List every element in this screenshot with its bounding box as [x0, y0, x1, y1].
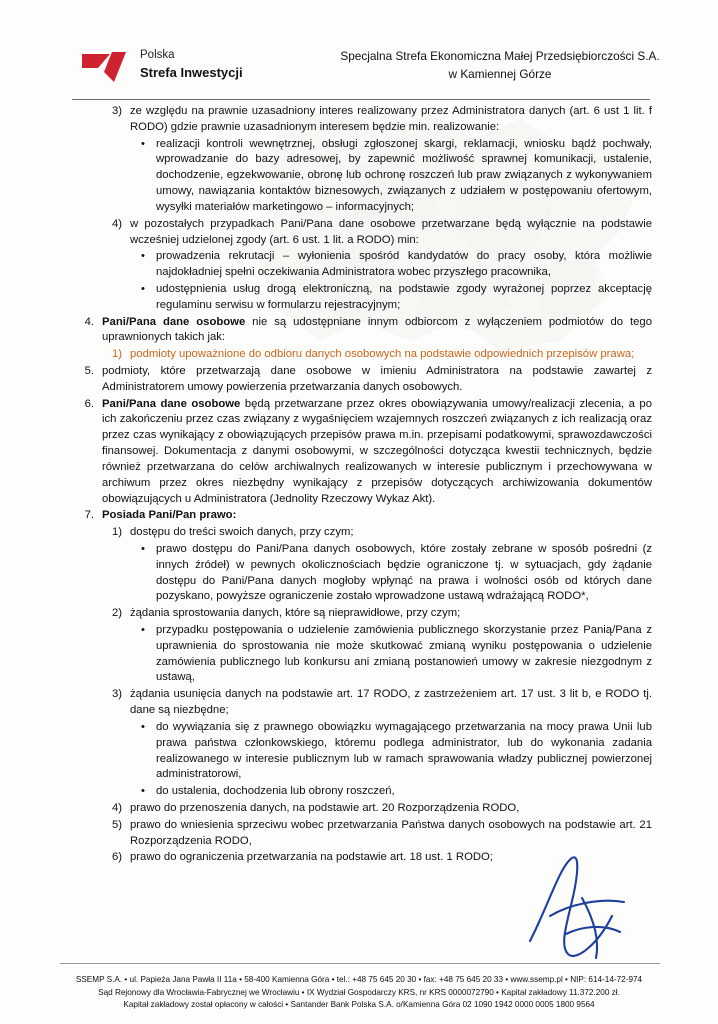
list-item-marker: 1)	[111, 348, 122, 361]
list-item-marker: •	[141, 282, 145, 295]
document-body	[72, 104, 652, 867]
footer-line-3: Kapitał zakładowy został opłacony w całości • Santander Bank Polska S.A. o/Kamienna Góra 02 1090 1942 0000 0005 1800 9564	[123, 1000, 595, 1010]
list-item-marker: •	[141, 250, 145, 263]
list-item-marker: •	[141, 720, 145, 733]
list-item-text: podmioty, które przetwarzają dane osobowe w imieniu Administratora na podstawie zawartej z Administratorem umowy powierzenia przetwarzania danych osobowych.	[102, 365, 652, 393]
company-title-line-1: Specjalna Strefa Ekonomiczna Małej Przedsiębiorczości S.A.	[340, 49, 660, 63]
list-item	[138, 137, 652, 216]
list-item	[138, 282, 652, 314]
list-item-marker: •	[141, 785, 145, 798]
list-item-text	[102, 315, 652, 347]
list-item-marker: 3)	[111, 105, 122, 117]
list-item	[100, 801, 652, 817]
logo-line-1: Polska	[140, 49, 175, 61]
list-item-text-rest: nie są udostępniane innym odbiorcom z wyłączeniem podmiotów do tego uprawnionych takich jak:	[102, 315, 652, 344]
list-item-text: ze względu na prawnie uzasadniony interes realizowany przez Administratora danych (art. 6 ust 1 lit. f RODO) gdzie prawnie uzasadnionym interesem będzie min. realizowanie:	[130, 105, 652, 133]
list-item-text	[102, 508, 652, 524]
list-item	[72, 508, 652, 524]
company-title-line-2: w Kamiennej Górze	[448, 66, 552, 81]
list-item-marker: •	[141, 137, 145, 150]
list-item-marker: 5.	[84, 365, 94, 377]
list-item	[72, 364, 652, 396]
header-divider	[72, 99, 650, 100]
list-item-text: przypadku postępowania o udzielenie zamówienia publicznego skorzystanie przez Panią/Pana z uprawnienia do sprostowania nie może skutkować zmianą wyniku postępowania o udzielenie zamówienia publicznego lub konkursu ani zmianą postanowień umowy w zakresie niezgodnym z ustawą,	[156, 624, 652, 684]
list-item-text: podmioty upoważnione do odbioru danych osobowych na podstawie odpowiednich przepisów prawa;	[130, 348, 635, 361]
list-item-text: w pozostałych przypadkach Pani/Pana dane osobowe przetwarzane będą wyłącznie na podstawie wcześniej udzielonej zgody (art. 6 ust. 1 lit. a RODO) min:	[130, 217, 652, 246]
list-item-text: prawo dostępu do Pani/Pana danych osobowych, które zostały zebrane w sposób pośredni (z innych źródeł) w pewnych okolicznościach będzie ograniczone tj. w sytuacjach, gdy żądanie dostępu do Pani/Pana danych mogłoby wpłynąć na prawa i wolności osób od których dane pozyskano, powyższe ograniczenie zostało wprowadzone ustawą wdrażającą RODO*,	[156, 542, 652, 603]
list-item-marker: 2)	[111, 607, 122, 620]
logo-line-2: Strefa Inwestycji	[140, 64, 243, 80]
list-item-marker: 7.	[84, 509, 94, 522]
list-item-text: prawo do ograniczenia przetwarzania na podstawie art. 18 ust. 1 RODO;	[130, 851, 493, 864]
list-item-emphasis: Posiada Pani/Pan prawo:	[102, 509, 237, 522]
list-item-marker: 5)	[111, 818, 122, 831]
list-item	[100, 217, 652, 249]
list-item	[138, 720, 652, 783]
list-item-marker: 4)	[111, 801, 122, 814]
list-item	[100, 818, 652, 850]
document-footer	[0, 974, 718, 1012]
list-item	[72, 315, 652, 347]
list-item-text: do ustalenia, dochodzenia lub obrony roszczeń,	[156, 785, 395, 798]
list-item-text: udostępnienia usług drogą elektroniczną, na podstawie zgody wyrażonej poprzez akceptację regulaminu serwisu w formularzu rejestracyjnym;	[156, 282, 652, 311]
list-item	[100, 850, 652, 866]
polska-logo-icon	[80, 50, 132, 84]
list-item-marker: 6)	[111, 851, 122, 864]
list-item-marker: •	[141, 624, 145, 636]
list-item-text: prawo do przenoszenia danych, na podstawie art. 20 Rozporządzenia RODO,	[130, 801, 520, 814]
list-item-text: prawo do wniesienia sprzeciwu wobec przetwarzania Państwa danych osobowych na podstawie art. 21 Rozporządzenia RODO,	[130, 818, 652, 847]
document-header	[0, 40, 718, 98]
list-item-text: realizacji kontroli wewnętrznej, obsługi zgłoszonej skargi, reklamacji, wniosku bądź pochwały, wprowadzanie do bazy adresowej, by zapewnić możliwość sprawnej komunikacji, ustalenie, dochodzenie, egzekwowanie, obronę lub ochronę roszczeń lub praw związanych z wykonywaniem umowy, nawiązania kontaktów biznesowych, związanych z udziałem w postępowaniu ofertowym, wysyłki materiałów marketingowo – informacyjnych;	[156, 137, 652, 213]
list-item-text: do wywiązania się z prawnego obowiązku wymagającego przetwarzania na mocy prawa Unii lub prawa państwa członkowskiego, któremu podlega administrator, lub do wykonania zadania realizowanego w interesie publicznym lub w ramach sprawowania władzy publicznej powierzonej administratorowi,	[156, 720, 652, 781]
list-item	[138, 249, 652, 281]
list-item-text-rest: będą przetwarzane przez okres obowiązywania umowy/realizacji zlecenia, a po ich zakończeniu przez czas związany z wygaśnięciem wzajemnych roszczeń związanych z ich realizacją oraz przez czas wynikający z obowiązujących przepisów prawa m.in. przepisami podatkowymi, sprawozdawczości finansowej. Dokumentacja z danymi osobowymi, w szczególności dotycząca kwestii technicznych, będzie również przetwarzana do celów archiwalnych realizowanych w interesie publicznym i przechowywana w archiwum przez okres niezbędny wynikający z przepisów dotyczących archiwizowania dokumentów obowiązujących u Administratora (Jednolity Rzeczowy Wykaz Akt).	[102, 397, 652, 505]
list-item-emphasis: Pani/Pana dane osobowe	[102, 397, 241, 410]
list-item-text: żądania usunięcia danych na podstawie art. 17 RODO, z zastrzeżeniem art. 17 ust. 3 lit b, e RODO tj. dane są niezbędne;	[130, 688, 652, 717]
list-item	[138, 542, 652, 605]
list-item	[138, 623, 652, 686]
list-item-marker: •	[141, 542, 145, 555]
footer-line-2: Sąd Rejonowy dla Wrocławia-Fabrycznej we Wrocławiu • IX Wydział Gospodarczy KRS, nr KRS 0000072790 • Kapitał zakładowy 11.372.200 zł.	[98, 987, 620, 997]
list-item	[100, 104, 652, 136]
footer-divider	[60, 963, 660, 964]
list-item	[72, 397, 652, 508]
list-item-marker: 4)	[111, 217, 122, 230]
footer-line-1: SSEMP S.A. • ul. Papieża Jana Pawła II 11a • 58-400 Kamienna Góra • tel.: +48 75 645 20 30 • fax: +48 75 645 20 33 • www.ssemp.pl • NIP: 614-14-72-974	[75, 974, 643, 984]
list-item	[100, 347, 652, 363]
list-item-text: żądania sprostowania danych, które są nieprawidłowe, przy czym;	[130, 607, 461, 620]
list-item-text: prowadzenia rekrutacji – wyłonienia spośród kandydatów do pracy osoby, która możliwie najdokładniej spełni oczekiwania Administratora wobec przyszłego pracownika,	[156, 250, 652, 279]
list-item-text	[102, 397, 652, 508]
company-title	[300, 48, 700, 83]
logo-wordmark	[140, 48, 243, 81]
list-item-marker: 1)	[111, 526, 122, 539]
list-item-marker: 3)	[111, 688, 122, 701]
list-item-text: dostępu do treści swoich danych, przy czym;	[130, 526, 354, 539]
list-item	[100, 525, 652, 541]
list-item-marker: 6.	[84, 397, 94, 410]
list-item-emphasis: Pani/Pana dane osobowe	[102, 315, 246, 328]
list-item	[138, 784, 652, 800]
list-item-marker: 4.	[84, 315, 94, 328]
list-item	[100, 687, 652, 719]
list-item	[100, 606, 652, 622]
